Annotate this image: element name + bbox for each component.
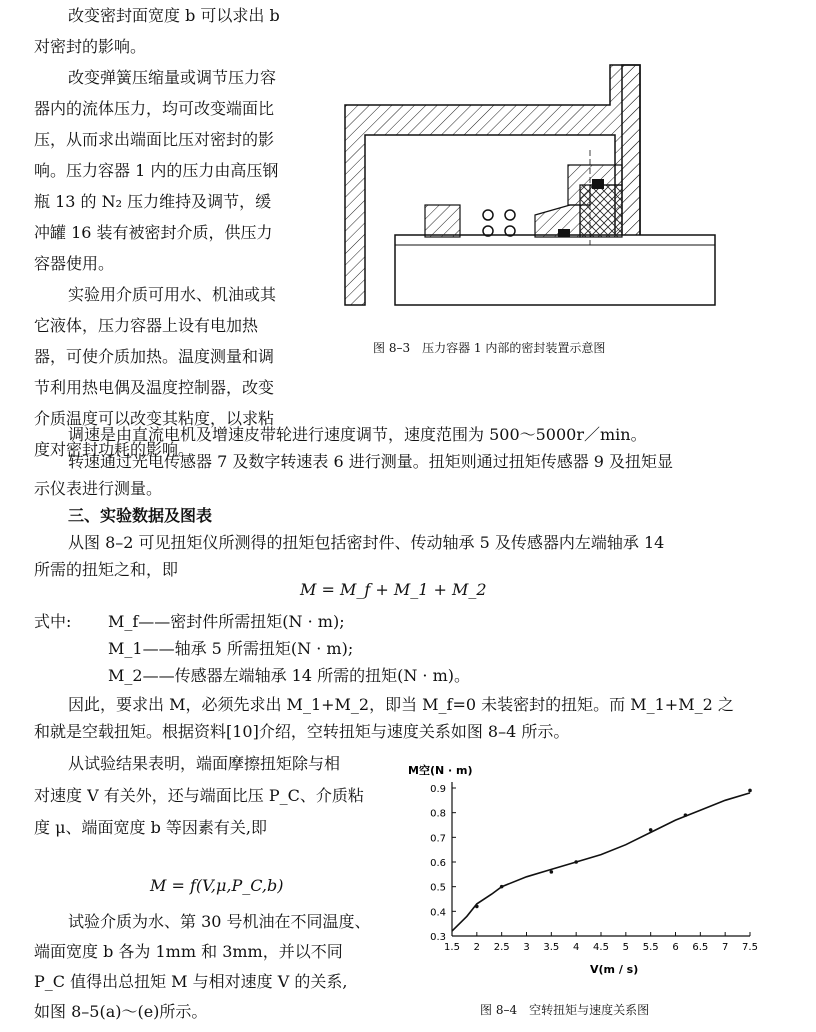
paragraph: 调速是由直流电机及增速皮带轮进行速度调节，速度范围为 500～5000r／min。 (68, 425, 647, 444)
chart-y-tick-label: 0.7 (430, 833, 446, 845)
paragraph: 和就是空载扭矩。根据资料[10]介绍，空转扭矩与速度关系如图 8–4 所示。 (34, 722, 570, 741)
chart-x-tick-label: 5 (622, 942, 630, 953)
text-line: 度对密封功耗的影响。 (34, 440, 195, 459)
text-line: 对密封的影响。 (34, 37, 147, 56)
text-line: 器内的流体压力，均可改变端面比 (34, 99, 275, 118)
chart-data-point (684, 813, 688, 817)
paragraph: 从试验结果表明，端面摩擦扭矩除与相 (68, 754, 341, 773)
paragraph: 从图 8–2 可见扭矩仪所测得的扭矩包括密封件、传动轴承 5 及传感器内左端轴承 14 (68, 533, 665, 552)
chart-x-tick-label: 1.5 (444, 942, 460, 953)
definition-label: 式中: (34, 612, 72, 631)
chart-data-point (550, 870, 554, 874)
chart-y-tick-label: 0.4 (430, 907, 446, 919)
chart-data-point (500, 885, 504, 889)
chart-x-tick-label: 6 (672, 942, 679, 953)
section-heading: 三、实验数据及图表 (68, 506, 213, 525)
chart-data-point (748, 789, 752, 793)
chart-x-tick-label: 6.5 (692, 942, 709, 953)
chart-series-line (452, 793, 750, 931)
text-line: 节利用热电偶及温度控制器，改变 (34, 378, 275, 397)
paragraph: 试验介质为水、第 30 号机油在不同温度、 (68, 912, 371, 931)
equation: M = M_f + M_1 + M_2 (300, 580, 487, 599)
chart-x-tick-label: 4.5 (593, 942, 609, 953)
text-line: 响。压力容器 1 内的压力由高压钢 (34, 161, 279, 180)
chart-y-tick-label: 0.5 (430, 882, 446, 894)
figure-caption: 图 8–3 压力容器 1 内部的密封装置示意图 (373, 341, 606, 355)
chart-y-tick-label: 0.3 (430, 932, 446, 943)
definition-item: M_f——密封件所需扭矩(N · m); (108, 612, 345, 631)
chart-y-axis-label: M空(N · m) (408, 764, 473, 777)
chart-x-tick-label: 4 (572, 942, 580, 953)
paragraph: 对速度 V 有关外，还与端面比压 P_C、介质粘 (34, 786, 364, 805)
text-line: 改变弹簧压缩量或调节压力容 (68, 68, 277, 87)
chart-x-tick-label: 3.5 (543, 942, 560, 953)
figure-caption: 图 8–4 空转扭矩与速度关系图 (480, 1003, 650, 1017)
chart-x-tick-label: 2.5 (493, 942, 510, 953)
text-line: 改变密封面宽度 b 可以求出 b (68, 6, 280, 25)
definition-item: M_2——传感器左端轴承 14 所需的扭矩(N · m)。 (108, 666, 471, 685)
paragraph: 度 μ、端面宽度 b 等因素有关,即 (34, 818, 267, 837)
chart-data-point (649, 828, 653, 832)
chart-data-point (574, 860, 578, 864)
chart-x-tick-label: 7 (721, 942, 729, 953)
chart-y-tick-label: 0.9 (430, 784, 446, 795)
chart-x-tick-label: 2 (473, 942, 481, 953)
text-line: 冲罐 16 装有被密封介质，供压力 (34, 223, 273, 242)
torque-speed-chart (400, 758, 770, 978)
text-line: 器，可使介质加热。温度测量和调 (34, 347, 275, 366)
paragraph: P_C 值得出总扭矩 M 与相对速度 V 的关系, (34, 972, 348, 991)
paragraph: 所需的扭矩之和，即 (34, 560, 179, 579)
chart-x-tick-label: 7.5 (742, 942, 758, 953)
chart-x-axis-label: V(m / s) (590, 963, 639, 976)
paragraph: 如图 8–5(a)～(e)所示。 (34, 1002, 208, 1021)
text-line: 介质温度可以改变其粘度，以求粘 (34, 409, 275, 428)
paragraph: 示仪表进行测量。 (34, 479, 163, 498)
paragraph: 转速通过光电传感器 7 及数字转速表 6 进行测量。扭矩则通过扭矩传感器 9 及扭矩显 (68, 452, 674, 471)
definition-item: M_1——轴承 5 所需扭矩(N · m); (108, 639, 354, 658)
chart-y-tick-label: 0.8 (430, 808, 446, 820)
paragraph: 因此，要求出 M，必须先求出 M_1+M_2，即当 M_f=0 未装密封的扭矩。而 M_1+M_2 之 (68, 695, 734, 714)
paragraph: 端面宽度 b 各为 1mm 和 3mm，并以不同 (34, 942, 343, 961)
chart-x-tick-label: 5.5 (642, 942, 659, 953)
equation: M = f(V,μ,P_C,b) (150, 876, 284, 895)
chart-data-point (475, 905, 479, 909)
text-line: 它液体，压力容器上设有电加热 (34, 316, 259, 335)
text-line: 压，从而求出端面比压对密封的影 (34, 130, 275, 149)
seal-device-diagram (340, 55, 720, 310)
chart-y-tick-label: 0.6 (430, 858, 446, 869)
chart-x-tick-label: 3 (523, 942, 530, 953)
text-line: 容器使用。 (34, 254, 115, 273)
text-line: 实验用介质可用水、机油或其 (68, 285, 277, 304)
text-line: 瓶 13 的 N₂ 压力维持及调节，缓 (34, 192, 272, 211)
